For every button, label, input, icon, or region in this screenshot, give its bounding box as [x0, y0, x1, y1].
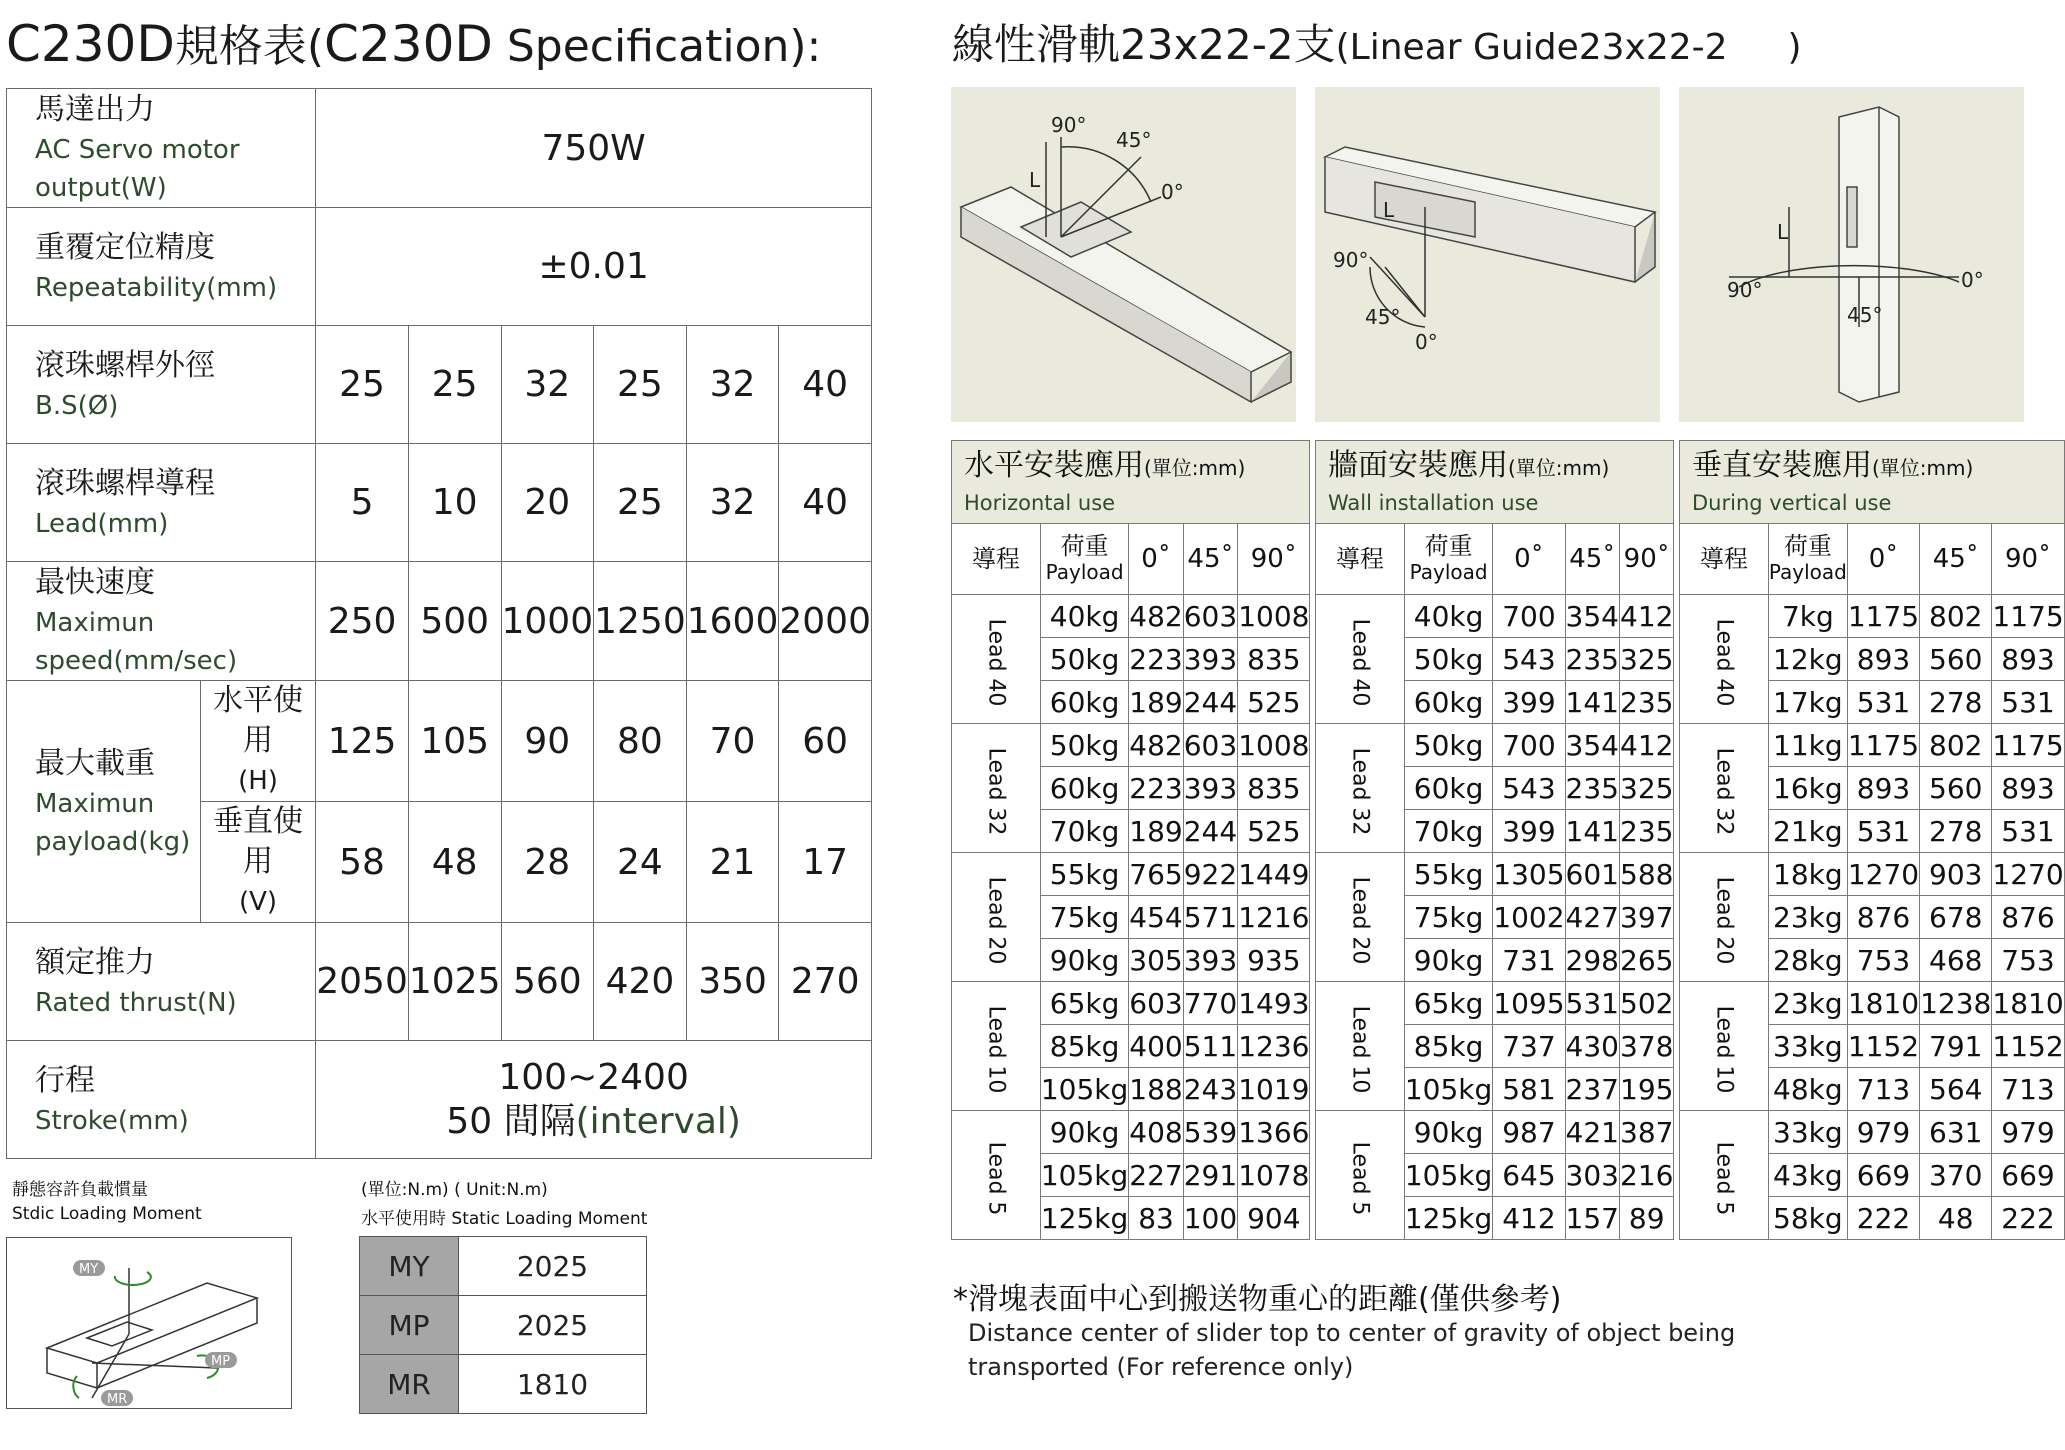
col-90: 90˚ [1238, 524, 1310, 595]
mr-badge: MR [107, 1392, 128, 1407]
table-row: Lead 5 90kg 408 539 1366 [952, 1111, 1310, 1154]
lead-group-label: Lead 20 [1316, 853, 1405, 982]
table-row: 50kg 223 393 835 [952, 638, 1310, 681]
table-row: Lead 10 23kg 1810 1238 1810 [1680, 982, 2065, 1025]
spec-title: C230D規格表(C230D Specification): [6, 15, 822, 73]
lead-group-label: Lead 20 [1680, 853, 1769, 982]
col-payload: 荷重 Payload [1040, 524, 1128, 595]
svg-text:0°: 0° [1961, 268, 1984, 292]
lead-group-label: Lead 5 [1316, 1111, 1405, 1240]
col-lead: 導程 [1680, 524, 1769, 595]
table-row: 85kg 737 430 378 [1316, 1025, 1674, 1068]
col-90: 90˚ [1620, 524, 1674, 595]
mp-badge: MP [211, 1354, 231, 1369]
table-row: Lead 5 33kg 979 631 979 [1680, 1111, 2065, 1154]
table-row: 43kg 669 370 669 [1680, 1154, 2065, 1197]
table-row: 105kg 188 243 1019 [952, 1068, 1310, 1111]
svg-text:L: L [1777, 220, 1789, 244]
svg-text:L: L [1029, 168, 1041, 192]
table-row: 70kg 399 141 235 [1316, 810, 1674, 853]
svg-text:45°: 45° [1116, 128, 1152, 152]
table-row: 75kg 454 571 1216 [952, 896, 1310, 939]
col-0: 0˚ [1847, 524, 1919, 595]
spec-table [6, 88, 872, 1159]
spec-row-speed: 最快速度 Maximun speed(mm/sec) 250 500 1000 1250 1600 2000 [7, 562, 872, 681]
svg-text:0°: 0° [1161, 180, 1184, 204]
table-row: 60kg 189 244 525 [952, 681, 1310, 724]
svg-text:90°: 90° [1051, 113, 1087, 137]
my-badge: MY [79, 1262, 99, 1277]
col-0: 0˚ [1129, 524, 1183, 595]
table-row: 58kg 222 48 222 [1680, 1197, 2065, 1240]
moment-diagram [6, 1237, 292, 1409]
svg-text:45°: 45° [1365, 305, 1401, 329]
table-row: 60kg 543 235 325 [1316, 767, 1674, 810]
motor-value: 750W [316, 89, 872, 208]
table-row: 90kg 731 298 265 [1316, 939, 1674, 982]
svg-text:90°: 90° [1333, 248, 1369, 272]
spec-row-thrust: 額定推力 Rated thrust(N) 2050 1025 560 420 350 270 [7, 923, 872, 1041]
col-lead: 導程 [1316, 524, 1405, 595]
moment-label: 靜態容許負載慣量 Stdic Loading Moment [12, 1180, 202, 1224]
table-row: Lead 32 50kg 700 354 412 [1316, 724, 1674, 767]
moment-diagram-svg [7, 1238, 291, 1408]
moment-row: MR 1810 [360, 1355, 647, 1414]
col-45: 45˚ [1183, 524, 1237, 595]
note-en: Distance center of slider top to center of gravity of object being transported (For reference only) [968, 1319, 1736, 1381]
table-row: Lead 40 7kg 1175 802 1175 [1680, 595, 2065, 638]
lead-group-label: Lead 10 [1316, 982, 1405, 1111]
load-table-col-header [952, 524, 1310, 595]
table-row: Lead 20 18kg 1270 903 1270 [1680, 853, 2065, 896]
table-row: Lead 40 40kg 700 354 412 [1316, 595, 1674, 638]
horizontal-diagram [951, 87, 1296, 422]
lead-group-label: Lead 40 [952, 595, 1041, 724]
moment-unit: (單位:N.m) ( Unit:N.m) 水平使用時 Static Loading Moment [361, 1180, 648, 1229]
table-row: 16kg 893 560 893 [1680, 767, 2065, 810]
table-row: Lead 20 55kg 765 922 1449 [952, 853, 1310, 896]
table-row: 50kg 543 235 325 [1316, 638, 1674, 681]
table-row: 48kg 713 564 713 [1680, 1068, 2065, 1111]
svg-text:90°: 90° [1727, 278, 1763, 302]
table-row: 125kg 83 100 904 [952, 1197, 1310, 1240]
table-row: 23kg 876 678 876 [1680, 896, 2065, 939]
spec-row-repeat: 重覆定位精度 Repeatability(mm) ±0.01 [7, 208, 872, 326]
table-row: 21kg 531 278 531 [1680, 810, 2065, 853]
table-row: 105kg 645 303 216 [1316, 1154, 1674, 1197]
lead-group-label: Lead 5 [1680, 1111, 1769, 1240]
lead-group-label: Lead 5 [952, 1111, 1041, 1240]
load-table-header: 牆面安裝應用(單位:mm) Wall installation use [1316, 441, 1674, 524]
lead-group-label: Lead 32 [952, 724, 1041, 853]
linear-guide-title: 線性滑軌23x22-2支(Linear Guide23x22-2 ) [952, 20, 1802, 69]
table-row: 105kg 227 291 1078 [952, 1154, 1310, 1197]
table-row: 17kg 531 278 531 [1680, 681, 2065, 724]
load-table-horizontal [951, 440, 1310, 1240]
col-payload: 荷重 Payload [1404, 524, 1492, 595]
table-row: Lead 10 65kg 603 770 1493 [952, 982, 1310, 1025]
lead-group-label: Lead 40 [1316, 595, 1405, 724]
spec-row-payload-v: 垂直使用 (V) 58 48 28 24 21 17 [7, 802, 872, 923]
load-table-header: 垂直安裝應用(單位:mm) During vertical use [1680, 441, 2065, 524]
moment-table [359, 1236, 647, 1414]
table-row: Lead 32 11kg 1175 802 1175 [1680, 724, 2065, 767]
lead-group-label: Lead 40 [1680, 595, 1769, 724]
table-row: Lead 32 50kg 482 603 1008 [952, 724, 1310, 767]
table-row: Lead 10 65kg 1095 531 502 [1316, 982, 1674, 1025]
table-row: 105kg 581 237 195 [1316, 1068, 1674, 1111]
table-row: 12kg 893 560 893 [1680, 638, 2065, 681]
spec-row-payload-h: 最大載重 Maximun payload(kg) 水平使用 (H) 125 105 90 80 70 60 [7, 681, 872, 802]
table-row: Lead 5 90kg 987 421 387 [1316, 1111, 1674, 1154]
col-0: 0˚ [1493, 524, 1565, 595]
table-row: Lead 40 40kg 482 603 1008 [952, 595, 1310, 638]
table-row: Lead 20 55kg 1305 601 588 [1316, 853, 1674, 896]
spec-row-lead: 滾珠螺桿導程 Lead(mm) 5 10 20 25 32 40 [7, 444, 872, 562]
moment-row: MP 2025 [360, 1296, 647, 1355]
col-45: 45˚ [1920, 524, 1992, 595]
lead-group-label: Lead 32 [1316, 724, 1405, 853]
load-table-wall [1315, 440, 1674, 1240]
lead-group-label: Lead 32 [1680, 724, 1769, 853]
table-row: 90kg 305 393 935 [952, 939, 1310, 982]
lead-group-label: Lead 20 [952, 853, 1041, 982]
table-row: 75kg 1002 427 397 [1316, 896, 1674, 939]
load-table-header: 水平安裝應用(單位:mm) Horizontal use [952, 441, 1310, 524]
vertical-diagram [1679, 87, 2024, 422]
wall-diagram [1315, 87, 1660, 422]
table-row: 125kg 412 157 89 [1316, 1197, 1674, 1240]
svg-text:0°: 0° [1415, 330, 1438, 354]
table-row: 33kg 1152 791 1152 [1680, 1025, 2065, 1068]
col-90: 90˚ [1992, 524, 2064, 595]
table-row: 70kg 189 244 525 [952, 810, 1310, 853]
load-table-vertical [1679, 440, 2065, 1240]
col-payload: 荷重 Payload [1768, 524, 1847, 595]
svg-text:45°: 45° [1847, 303, 1883, 327]
svg-text:L: L [1383, 198, 1395, 222]
note-zh: *滑塊表面中心到搬送物重心的距離(僅供參考) [953, 1282, 1562, 1317]
load-table-col-header [1680, 524, 2065, 595]
spec-row-motor: 馬達出力 AC Servo motor output(W) 750W [7, 89, 872, 208]
table-row: 85kg 400 511 1236 [952, 1025, 1310, 1068]
table-row: 60kg 223 393 835 [952, 767, 1310, 810]
spec-row-bs: 滾珠螺桿外徑 B.S(Ø) 25 25 32 25 32 40 [7, 326, 872, 444]
spec-row-stroke: 行程 Stroke(mm) 100~2400 50 間隔(interval) [7, 1041, 872, 1159]
col-lead: 導程 [952, 524, 1041, 595]
moment-row: MY 2025 [360, 1237, 647, 1296]
repeat-value: ±0.01 [316, 208, 872, 326]
load-table-col-header [1316, 524, 1674, 595]
table-row: 28kg 753 468 753 [1680, 939, 2065, 982]
col-45: 45˚ [1565, 524, 1619, 595]
table-row: 60kg 399 141 235 [1316, 681, 1674, 724]
lead-group-label: Lead 10 [952, 982, 1041, 1111]
lead-group-label: Lead 10 [1680, 982, 1769, 1111]
